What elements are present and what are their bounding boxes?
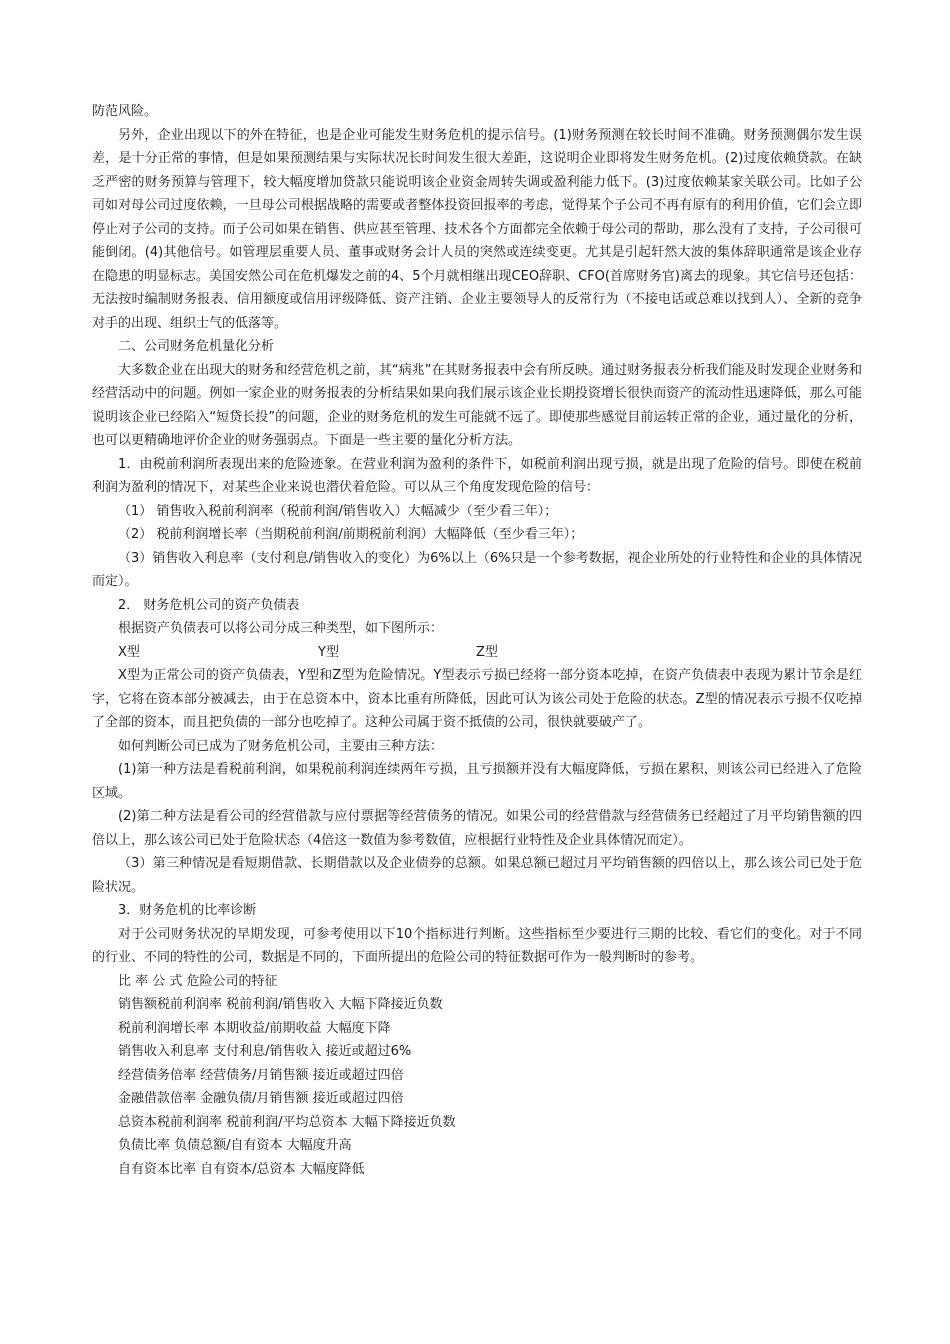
paragraph: 另外，企业出现以下的外在特征，也是企业可能发生财务危机的提示信号。(1)财务预测在较长时间不准确。财务预测偶尔发生误差，是十分正常的事情，但是如果预测结果与实际状况长时间发生很大差距，这说明企业即将发生财务危机。(2)过度依赖贷款。在缺乏严密的财务预算与管理下，较大幅度增加贷款只能说明该企业资金周转失调或盈利能力低下。(3)过度依赖某家关联公司。比如子公司如对母公司过度依赖，一旦母公司根据战略的需要或者整体投资回报率的考虑，觉得某个子公司不再有原有的利用价值，它们会立即停止对子公司的支持。而子公司如果在销售、供应甚至管理、技术各个方面都完全依赖于母公司的帮助，那么没有了支持，子公司很可能倒闭。(4)其他信号。如管理层重要人员、董事或财务会计人员的突然或连续变更。尤其是引起轩然大波的集体辞职通常是该企业存在隐患的明显标志。美国安然公司在危机爆发之前的4、5个月就相继出现CEO辞职、CFO(首席财务官)离去的现象。其它信号还包括：无法按时编制财务报表、信用额度或信用评级降低、资产注销、企业主要领导人的反常行为（不接电话或总难以找到人）、全新的竞争对手的出现、组织士气的低落等。 (92, 127, 862, 331)
type-y-label: Y型 (318, 644, 339, 660)
list-item: (1)第一种方法是看税前利润，如果税前利润连续两年亏损，且亏损额并没有大幅度降低，亏损在累积，则该公司已经进入了危险区域。 (92, 762, 862, 801)
balance-sheet-types-row (92, 641, 862, 665)
type-z-label: Z型 (476, 644, 498, 660)
ratio-row: 经营债务倍率 经营债务/月销售额 接近或超过四倍 (118, 1067, 404, 1083)
list-item: （3）销售收入利息率（支付利息/销售收入的变化）为6%以上（6%只是一个参考数据，视企业所处的行业特性和企业的具体情况而定）。 (92, 550, 862, 589)
ratio-row: 税前利润增长率 本期收益/前期收益 大幅度下降 (118, 1020, 391, 1036)
type-x-label: X型 (118, 644, 140, 660)
section-heading: 二、公司财务危机量化分析 (118, 339, 275, 354)
ratio-row: 自有资本比率 自有资本/总资本 大幅度降低 (118, 1161, 365, 1177)
document-body (92, 100, 862, 1181)
ratio-row: 销售收入利息率 支付利息/销售收入 接近或超过6% (118, 1044, 412, 1059)
list-item: （1） 销售收入税前利润率（税前利润/销售收入）大幅减少（至少看三年）； (118, 503, 558, 519)
ratio-row: 总资本税前利润率 税前利润/平均总资本 大幅下降接近负数 (118, 1114, 456, 1130)
ratio-row: 金融借款倍率 金融负债/月销售额 接近或超过四倍 (118, 1091, 404, 1106)
list-item: （2） 税前利润增长率（当期税前利润/前期税前利润）大幅降低（至少看三年）； (118, 527, 584, 542)
subsection-heading: 3．财务危机的比率诊断 (118, 903, 257, 918)
paragraph: 对于公司财务状况的早期发现，可参考使用以下10个指标进行判断。这些指标至少要进行三期的比较、看它们的变化。对于不同的行业、不同的特性的公司，数据是不同的，下面所提出的危险公司的特征数据可作为一般判断时的参考。 (92, 926, 862, 965)
paragraph: 防范风险。 (92, 104, 158, 119)
paragraph: 根据资产负债表可以将公司分成三种类型，如下图所示： (118, 621, 444, 636)
ratio-table-header: 比 率 公 式 危险公司的特征 (118, 973, 278, 989)
paragraph: 大多数企业在出现大的财务和经营危机之前，其“病兆”在其财务报表中会有所反映。通过财务报表分析我们能及时发现企业财务和经营活动中的问题。例如一家企业的财务报表的分析结果如果向我们展示该企业长期投资增长很快而资产的流动性迅速降低，那么可能说明该企业已经陷入“短贷长投”的问题，企业的财务危机的发生可能就不远了。即使那些感觉目前运转正常的企业，通过量化的分析，也可以更精确地评价企业的财务强弱点。下面是一些主要的量化分析方法。 (92, 362, 862, 448)
ratio-row: 销售额税前利润率 税前利润/销售收入 大幅下降接近负数 (118, 997, 443, 1012)
ratio-row: 负债比率 负债总额/自有资本 大幅度升高 (118, 1138, 352, 1153)
list-item: (2)第二种方法是看公司的经营借款与应付票据等经营债务的情况。如果公司的经营借款与经营债务已经超过了月平均销售额的四倍以上，那么该公司已处于危险状态（4倍这一数值为参考数值，应根据行业特性及企业具体情况而定）。 (92, 809, 862, 848)
list-item: （3）第三种情况是看短期借款、长期借款以及企业债券的总额。如果总额已超过月平均销售额的四倍以上，那么该公司已处于危险状况。 (92, 856, 862, 895)
paragraph: X型为正常公司的资产负债表，Y型和Z型为危险情况。Y型表示亏损已经将一部分资本吃掉，在资产负债表中表现为累计节余是红字，它将在资本部分被减去，由于在总资本中，资本比重有所降低，因此可认为该公司处于危险的状态。Z型的情况表示亏损不仅吃掉了全部的资本，而且把负债的一部分也吃掉了。这种公司属于资不抵债的公司，很快就要破产了。 (92, 668, 862, 730)
paragraph: 如何判断公司已成为了财务危机公司，主要由三种方法： (118, 738, 444, 754)
paragraph: 1．由税前利润所表现出来的危险迹象。在营业利润为盈利的条件下，如税前利润出现亏损，就是出现了危险的信号。即使在税前利润为盈利的情况下，对某些企业来说也潜伏着危险。可以从三个角度发现危险的信号： (92, 456, 862, 495)
subsection-heading: 2． 财务危机公司的资产负债表 (118, 597, 300, 613)
